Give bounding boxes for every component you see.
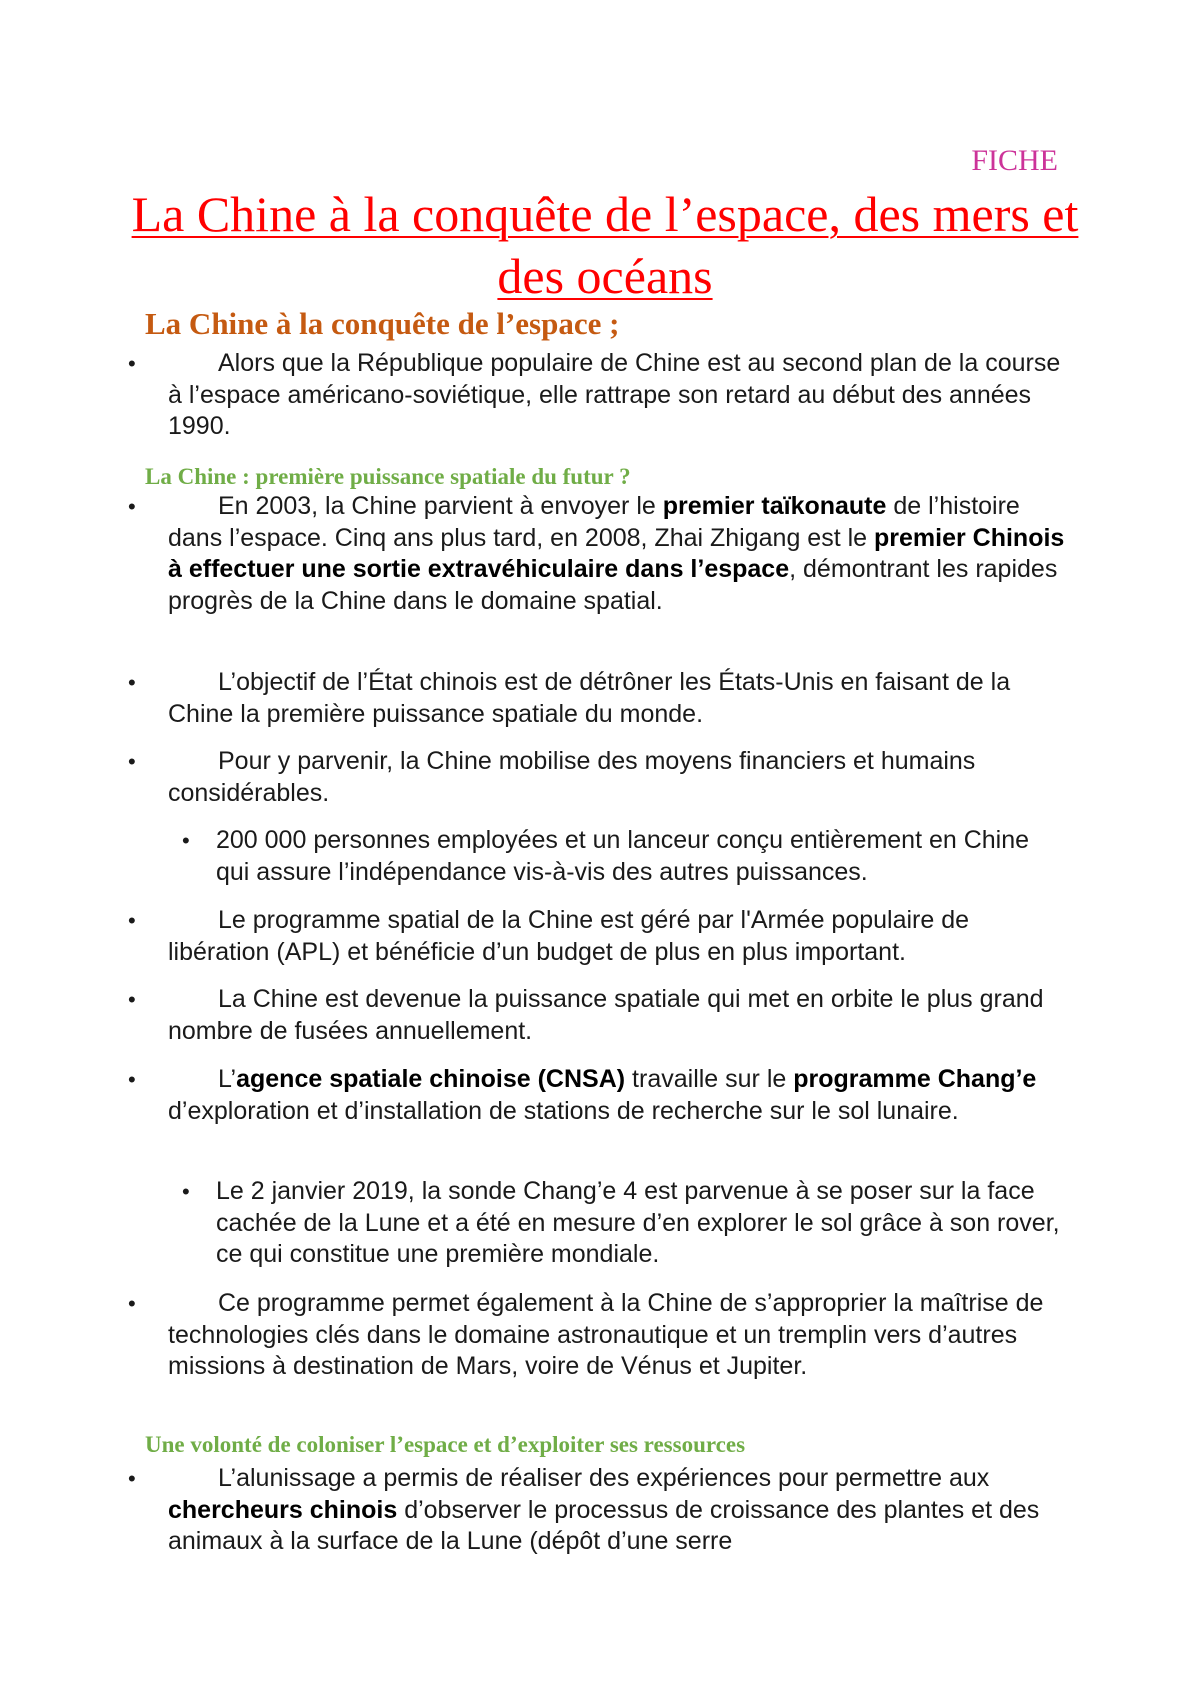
section-heading-future: La Chine : première puissance spatiale du futur ? xyxy=(145,464,631,489)
bullet-icon: • xyxy=(128,908,136,933)
list-item: • La Chine est devenue la puissance spatiale qui met en orbite le plus grand nombre de fusées annuellement. xyxy=(128,985,1044,1045)
bullet-icon: • xyxy=(128,749,136,774)
bullet-icon: • xyxy=(128,1466,136,1491)
list-item: • En 2003, la Chine parvient à envoyer le premier taïkonaute de l’histoire dans l’espace. Cinq ans plus tard, en 2008, Zhai Zhigang est le premier Chinois à effectuer une sortie extravéhiculaire dans l’espace, démontrant les rapides progrès de la Chine dans le domaine spatial. xyxy=(128,492,1065,615)
bullet-icon: • xyxy=(128,494,136,519)
bullet-icon: • xyxy=(128,670,136,695)
list-item: • L’objectif de l’État chinois est de détrôner les États-Unis en faisant de la Chine la première puissance spatiale du monde. xyxy=(128,668,1011,728)
list-item: • Pour y parvenir, la Chine mobilise des moyens financiers et humains considérables. xyxy=(128,747,976,807)
list-item: • Le programme spatial de la Chine est géré par l'Armée populaire de libération (APL) et bénéficie d’un budget de plus en plus important. xyxy=(128,906,970,966)
list-item: • Ce programme permet également à la Chine de s’approprier la maîtrise de technologies clés dans le domaine astronautique et un tremplin vers d’autres missions à destination de Mars, voire de Vénus et Jupiter. xyxy=(128,1289,1044,1380)
sub-list-item: • 200 000 personnes employées et un lanceur conçu entièrement en Chine qui assure l’indépendance vis-à-vis des autres puissances. xyxy=(182,826,1030,886)
bullet-icon: • xyxy=(182,828,190,853)
bullet-icon: • xyxy=(128,1291,136,1316)
bullet-icon: • xyxy=(128,351,136,376)
section-heading-colonize: Une volonté de coloniser l’espace et d’exploiter ses ressources xyxy=(145,1432,746,1457)
list-item: • L’alunissage a permis de réaliser des expériences pour permettre aux chercheurs chinois d’observer le processus de croissance des plantes et des animaux à la surface de la Lune (dépôt d’une serre xyxy=(128,1464,1040,1555)
bullet-icon: • xyxy=(182,1179,190,1204)
list-item: • Alors que la République populaire de Chine est au second plan de la course à l’espace américano-soviétique, elle rattrape son retard au début des années 1990. xyxy=(128,349,1061,440)
bullet-icon: • xyxy=(128,1067,136,1092)
bullet-icon: • xyxy=(128,987,136,1012)
sub-list-item: • Le 2 janvier 2019, la sonde Chang’e 4 est parvenue à se poser sur la face cachée de la Lune et a été en mesure d’en explorer le sol grâce à son rover, ce qui constitue une première mondiale. xyxy=(182,1177,1060,1268)
section-heading-space: La Chine à la conquête de l’espace ; xyxy=(145,306,620,341)
fiche-label: FICHE xyxy=(971,144,1058,177)
list-item: • L’agence spatiale chinoise (CNSA) travaille sur le programme Chang’e d’exploration et d’installation de stations de recherche sur le sol lunaire. xyxy=(128,1065,1037,1125)
page-title: La Chine à la conquête de l’espace, des mers et des océans xyxy=(131,186,1079,304)
